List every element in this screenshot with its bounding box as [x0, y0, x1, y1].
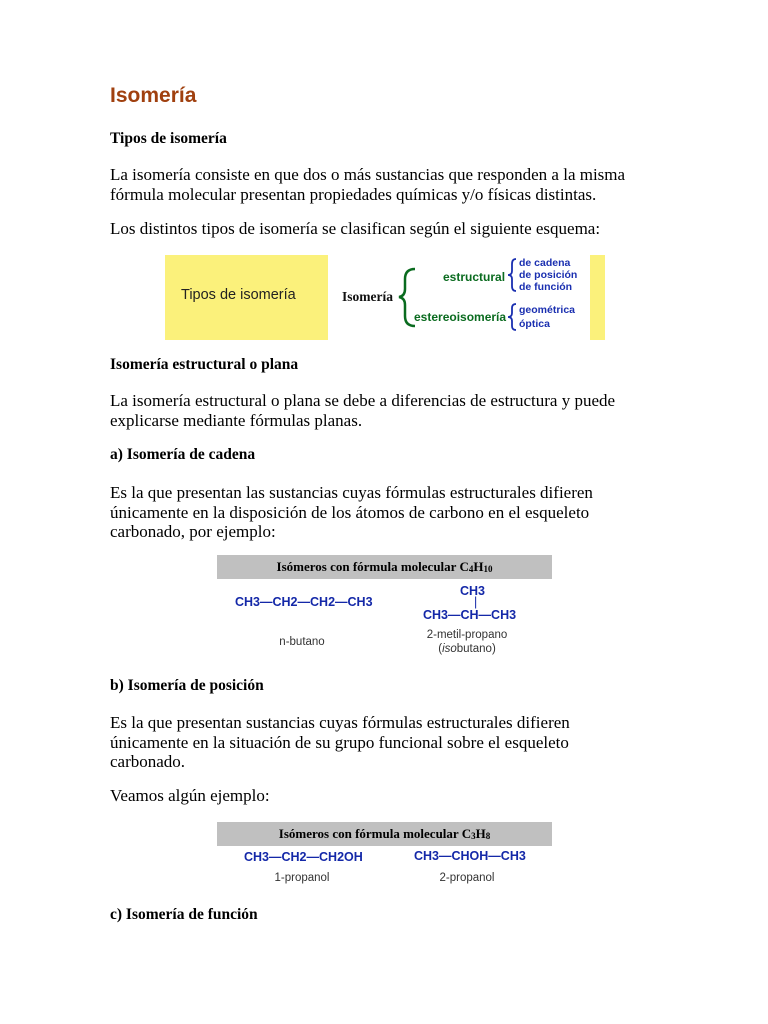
isomers-table-c3h8 [217, 822, 552, 892]
paragraph-estructural [110, 391, 660, 430]
name-isobutano [412, 628, 522, 656]
text-line: carbonado. [110, 752, 186, 771]
header-text: H [475, 826, 486, 841]
table-header [217, 555, 552, 579]
caption-italic: iso [442, 643, 457, 655]
text-line: La isomería consiste en que dos o más sustancias que responden a la misma [110, 165, 626, 184]
paragraph-definition [110, 165, 660, 204]
heading-cadena: a) Isomería de cadena [110, 446, 256, 463]
table-header [217, 822, 552, 846]
formula-1-propanol: CH3—CH2—CH2OH [244, 850, 363, 864]
text-line: La isomería estructural o plana se debe a diferencias de estructura y puede [110, 391, 616, 410]
text-line: Es la que presentan sustancias cuyas fórmulas estructurales difieren [110, 713, 570, 732]
heading-posicion: b) Isomería de posición [110, 677, 264, 694]
header-text: H [473, 559, 484, 574]
header-text: Isómeros con fórmula molecular C [276, 559, 469, 574]
heading-tipos: Tipos de isomería [110, 130, 227, 147]
formula-2-propanol: CH3—CHOH—CH3 [414, 849, 526, 863]
text-line: Es la que presentan las sustancias cuyas fórmulas estructurales difieren [110, 483, 593, 502]
scheme-type: de cadena [519, 257, 571, 269]
heading-estructural: Isomería estructural o plana [110, 356, 299, 373]
estructural-brace-icon [508, 259, 516, 291]
formula-methyl-branch: CH3 [460, 584, 486, 598]
text-line: carbonado, por ejemplo: [110, 522, 276, 541]
header-subscript: 8 [485, 831, 491, 841]
formula-n-butano: CH3—CH2—CH2—CH3 [235, 595, 373, 609]
isomers-table-c4h10 [217, 555, 552, 665]
name-2-propanol: 2-propanol [439, 872, 495, 884]
header-subscript: 10 [483, 564, 493, 574]
scheme-estructural: estructural [443, 270, 506, 284]
text-line: fórmula molecular presentan propiedades químicas y/o físicas distintas. [110, 184, 597, 204]
text-line: únicamente en la disposición de los átomos de carbono en el esqueleto [110, 502, 590, 522]
paragraph-ejemplo: Veamos algún ejemplo: [110, 786, 270, 805]
header-subscript: 3 [471, 831, 476, 841]
caption-line [412, 642, 522, 656]
caption-line: 2-metil-propano [426, 629, 508, 641]
scheme-type: óptica [519, 318, 550, 330]
caption-part: butano) [456, 643, 496, 655]
paragraph-posicion [110, 713, 660, 772]
name-n-butano: n-butano [279, 636, 325, 648]
page-title: Isomería [110, 84, 197, 107]
caption-part: ( [438, 643, 443, 655]
scheme-type: geométrica [519, 304, 576, 316]
header-text: Isómeros con fórmula molecular C [278, 826, 472, 841]
scheme-estereo-types [519, 303, 575, 331]
scheme-type: de posición [519, 269, 578, 281]
paragraph-scheme-intro: Los distintos tipos de isomería se clasifican según el siguiente esquema: [110, 219, 601, 238]
scheme-root-label: Isomería [342, 289, 393, 304]
isomeria-scheme [165, 255, 605, 340]
text-line: explicarse mediante fórmulas planas. [110, 410, 363, 430]
formula-branch-bond: | [474, 595, 478, 609]
heading-funcion: c) Isomería de función [110, 906, 258, 923]
scheme-estereoisomeria: estereoisomería [414, 310, 507, 324]
scheme-estructural-types [519, 257, 577, 293]
scheme-box-label: Tipos de isomería [181, 287, 296, 303]
scheme-type: de función [519, 281, 573, 293]
formula-isobutano: CH3—CH—CH3 [423, 608, 517, 622]
header-subscript: 4 [468, 564, 474, 574]
main-brace-icon [399, 269, 415, 326]
scheme-right-strip [590, 255, 605, 340]
paragraph-cadena [110, 483, 660, 542]
name-1-propanol: 1-propanol [274, 872, 330, 884]
estereo-brace-icon [508, 304, 516, 330]
text-line: únicamente en la situación de su grupo funcional sobre el esqueleto [110, 732, 569, 752]
